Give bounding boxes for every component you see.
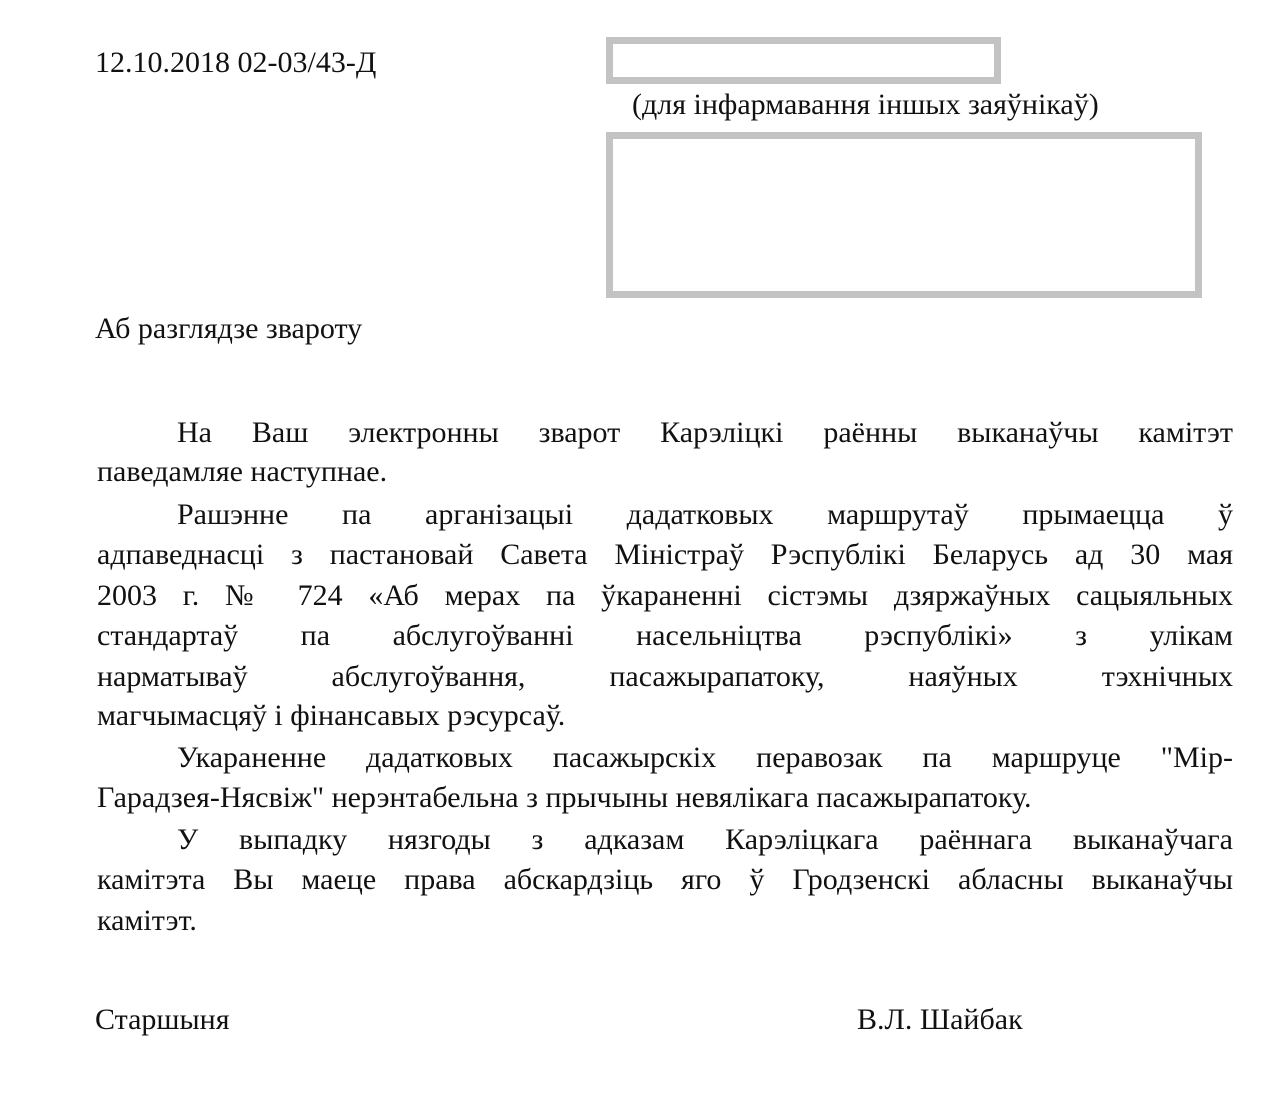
body-line: камітэт. (97, 904, 197, 937)
body-line: Рашэнне па арганізацыі дадатковых маршрутаў прымаецца ў (177, 498, 1233, 531)
redacted-address-box (606, 132, 1202, 298)
body-line: адпаведнасці з пастановай Савета Міністраў Рэспублікі Беларусь ад 30 мая (97, 538, 1233, 571)
body-line: У выпадку нязгоды з адказам Карэліцкага раённага выканаўчага (177, 823, 1233, 856)
date-and-number: 12.10.2018 02-03/43-Д (95, 46, 377, 79)
body-line: магчымасцяў і фінансавых рэсурсаў. (97, 699, 566, 732)
body-line: нарматываў абслугоўвання, пасажырапатоку, наяўных тэхнічных (97, 660, 1233, 693)
body-line: Гарадзея-Нясвіж" нерэнтабельна з прычыны невялікага пасажырапатоку. (97, 781, 1032, 814)
signature-name: В.Л. Шайбак (857, 1003, 1023, 1036)
redacted-recipient-box (606, 37, 1001, 84)
body-line: стандартаў па абслугоўванні насельніцтва рэспублікі» з улікам (97, 619, 1233, 652)
body-line: На Ваш электронны зварот Карэліцкі раённы выканаўчы камітэт (177, 416, 1233, 449)
subject-line: Аб разглядзе звароту (95, 312, 363, 345)
body-line: 2003 г. № 724 «Аб мерах па ўкараненні сістэмы дзяржаўных сацыяльных (97, 579, 1233, 612)
body-line: камітэта Вы маеце права абскардзіць яго ў Гродзенскі абласны выканаўчы (97, 863, 1233, 896)
signature-position: Старшыня (95, 1003, 230, 1036)
body-line: Укараненне дадатковых пасажырскіх перавозак па маршруце "Мір- (177, 741, 1233, 774)
body-line: паведамляе наступнае. (97, 455, 388, 488)
recipient-note: (для інфармавання іншых заяўнікаў) (632, 88, 1099, 121)
